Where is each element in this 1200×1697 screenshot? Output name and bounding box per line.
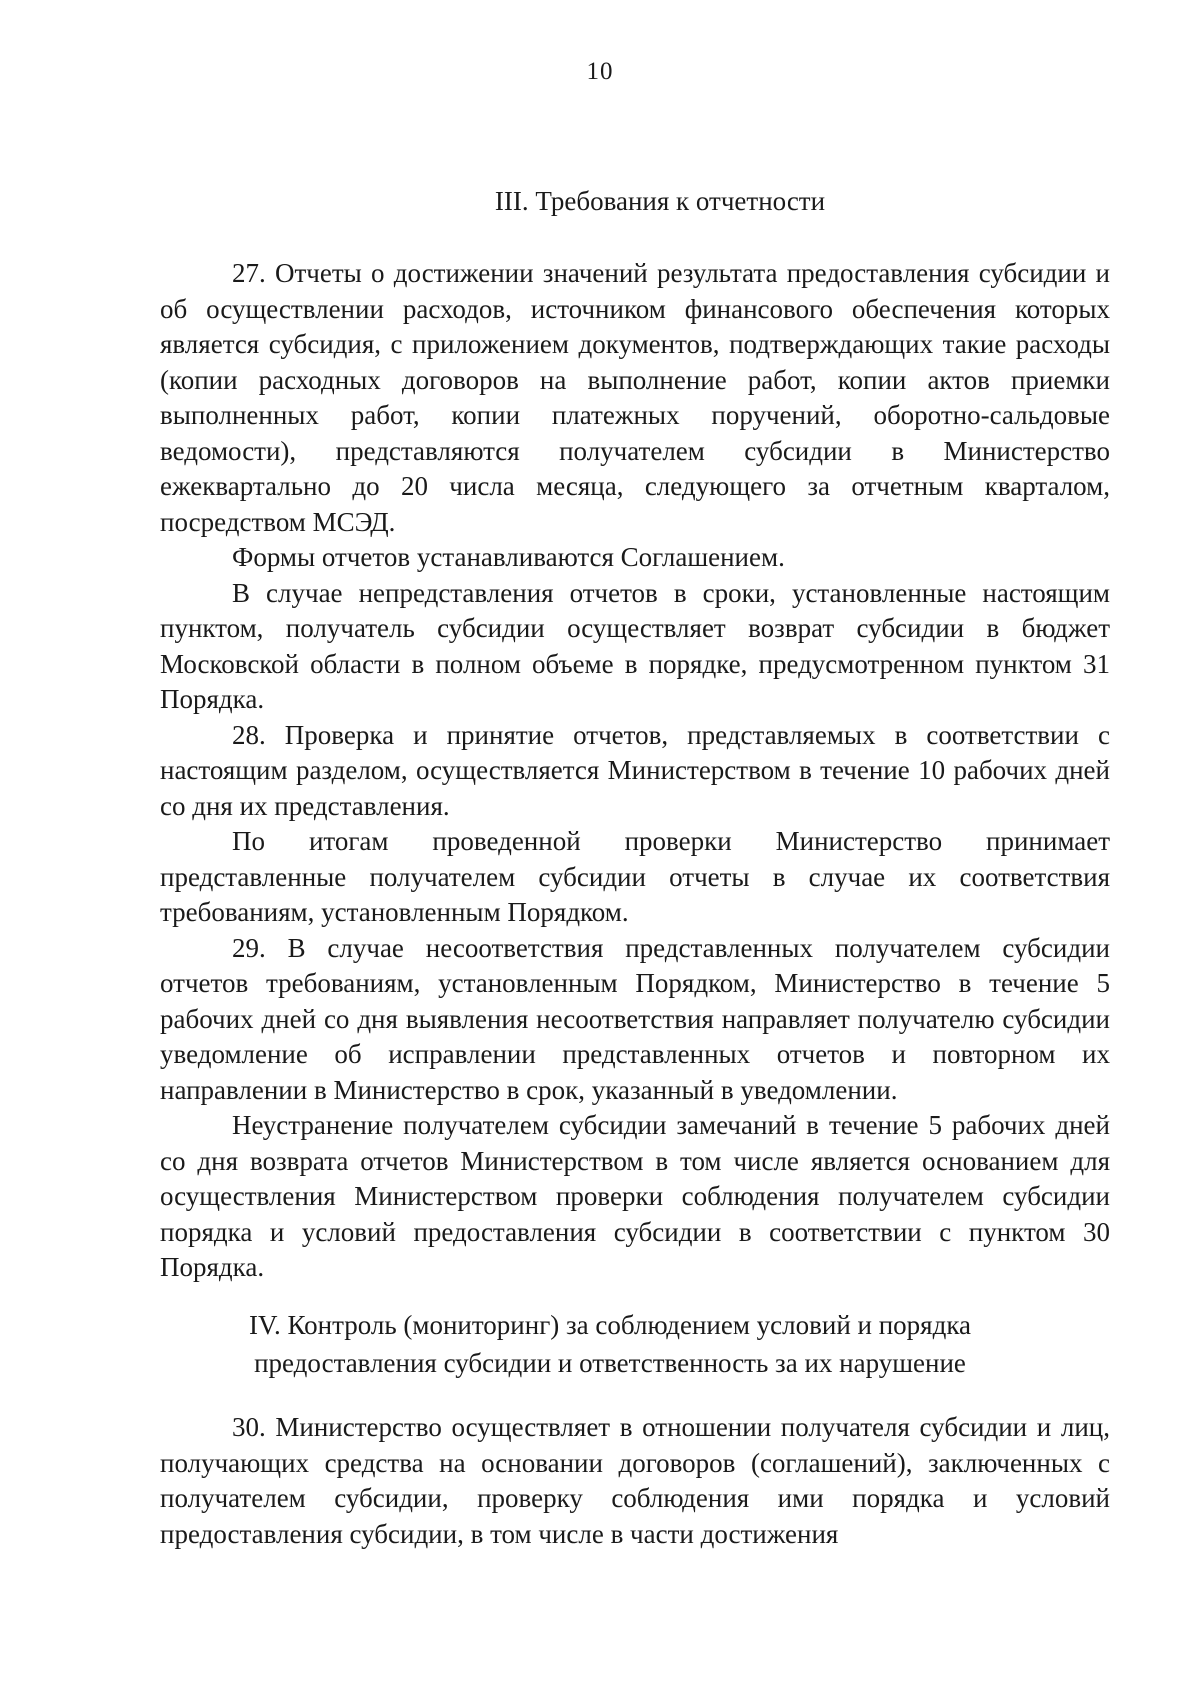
section-4-title-line-2: предоставления субсидии и ответственность за их нарушение	[254, 1348, 966, 1378]
paragraph-29: 29. В случае несоответствия представленных получателем субсидии отчетов требованиям, установленным Порядком, Министерство в течение 5 рабочих дней со дня выявления несоответствия направляет получателю субсидии уведомление об исправлении представленных отчетов и повторном их направлении в Министерство в срок, указанный в уведомлении.	[160, 932, 1110, 1105]
section-4-body	[160, 1410, 1110, 1552]
paragraph-report-forms: Формы отчетов устанавливаются Соглашением.	[232, 542, 785, 572]
paragraph-non-submission: В случае непредставления отчетов в сроки, установленные настоящим пунктом, получатель субсидии осуществляет возврат субсидии в бюджет Московской области в полном объеме в порядке, предусмотренном пунктом 31 Порядка.	[160, 577, 1110, 714]
section-3-body	[160, 256, 1110, 1286]
section-4-title-line-1: IV. Контроль (мониторинг) за соблюдением условий и порядка	[248, 1310, 972, 1340]
paragraph-30: 30. Министерство осуществляет в отношении получателя субсидии и лиц, получающих средства на основании договоров (соглашений), заключенных с получателем субсидии, проверку соблюдения ими порядка и условий предоставления субсидии, в том числе в части достижения	[160, 1412, 1110, 1549]
section-3-title: III. Требования к отчетности	[494, 186, 826, 216]
section-4-title	[210, 1306, 1010, 1382]
paragraph-28: 28. Проверка и принятие отчетов, представляемых в соответствии с настоящим разделом, осуществляется Министерством в течение 10 рабочих дней со дня их представления.	[160, 719, 1110, 821]
page-number: 10	[586, 58, 614, 85]
paragraph-non-elimination: Неустранение получателем субсидии замечаний в течение 5 рабочих дней со дня возврата отчетов Министерством в том числе является основанием для осуществления Министерством проверки соблюдения получателем субсидии порядка и условий предоставления субсидии в соответствии с пунктом 30 Порядка.	[160, 1110, 1110, 1282]
paragraph-check-results: По итогам проведенной проверки Министерство принимает представленные получателем субсидии отчеты в случае их соответствия требованиям, установленным Порядком.	[160, 826, 1110, 927]
paragraph-27: 27. Отчеты о достижении значений результата предоставления субсидии и об осуществлении расходов, источником финансового обеспечения которых является субсидия, с приложением документов, подтверждающих такие расходы (копии расходных договоров на выполнение работ, копии актов приемки выполненных работ, копии платежных поручений, оборотно-сальдовые ведомости), представляются получателем субсидии в Министерство ежеквартально до 20 числа месяца, следующего за отчетным кварталом, посредством МСЭД.	[160, 258, 1110, 537]
